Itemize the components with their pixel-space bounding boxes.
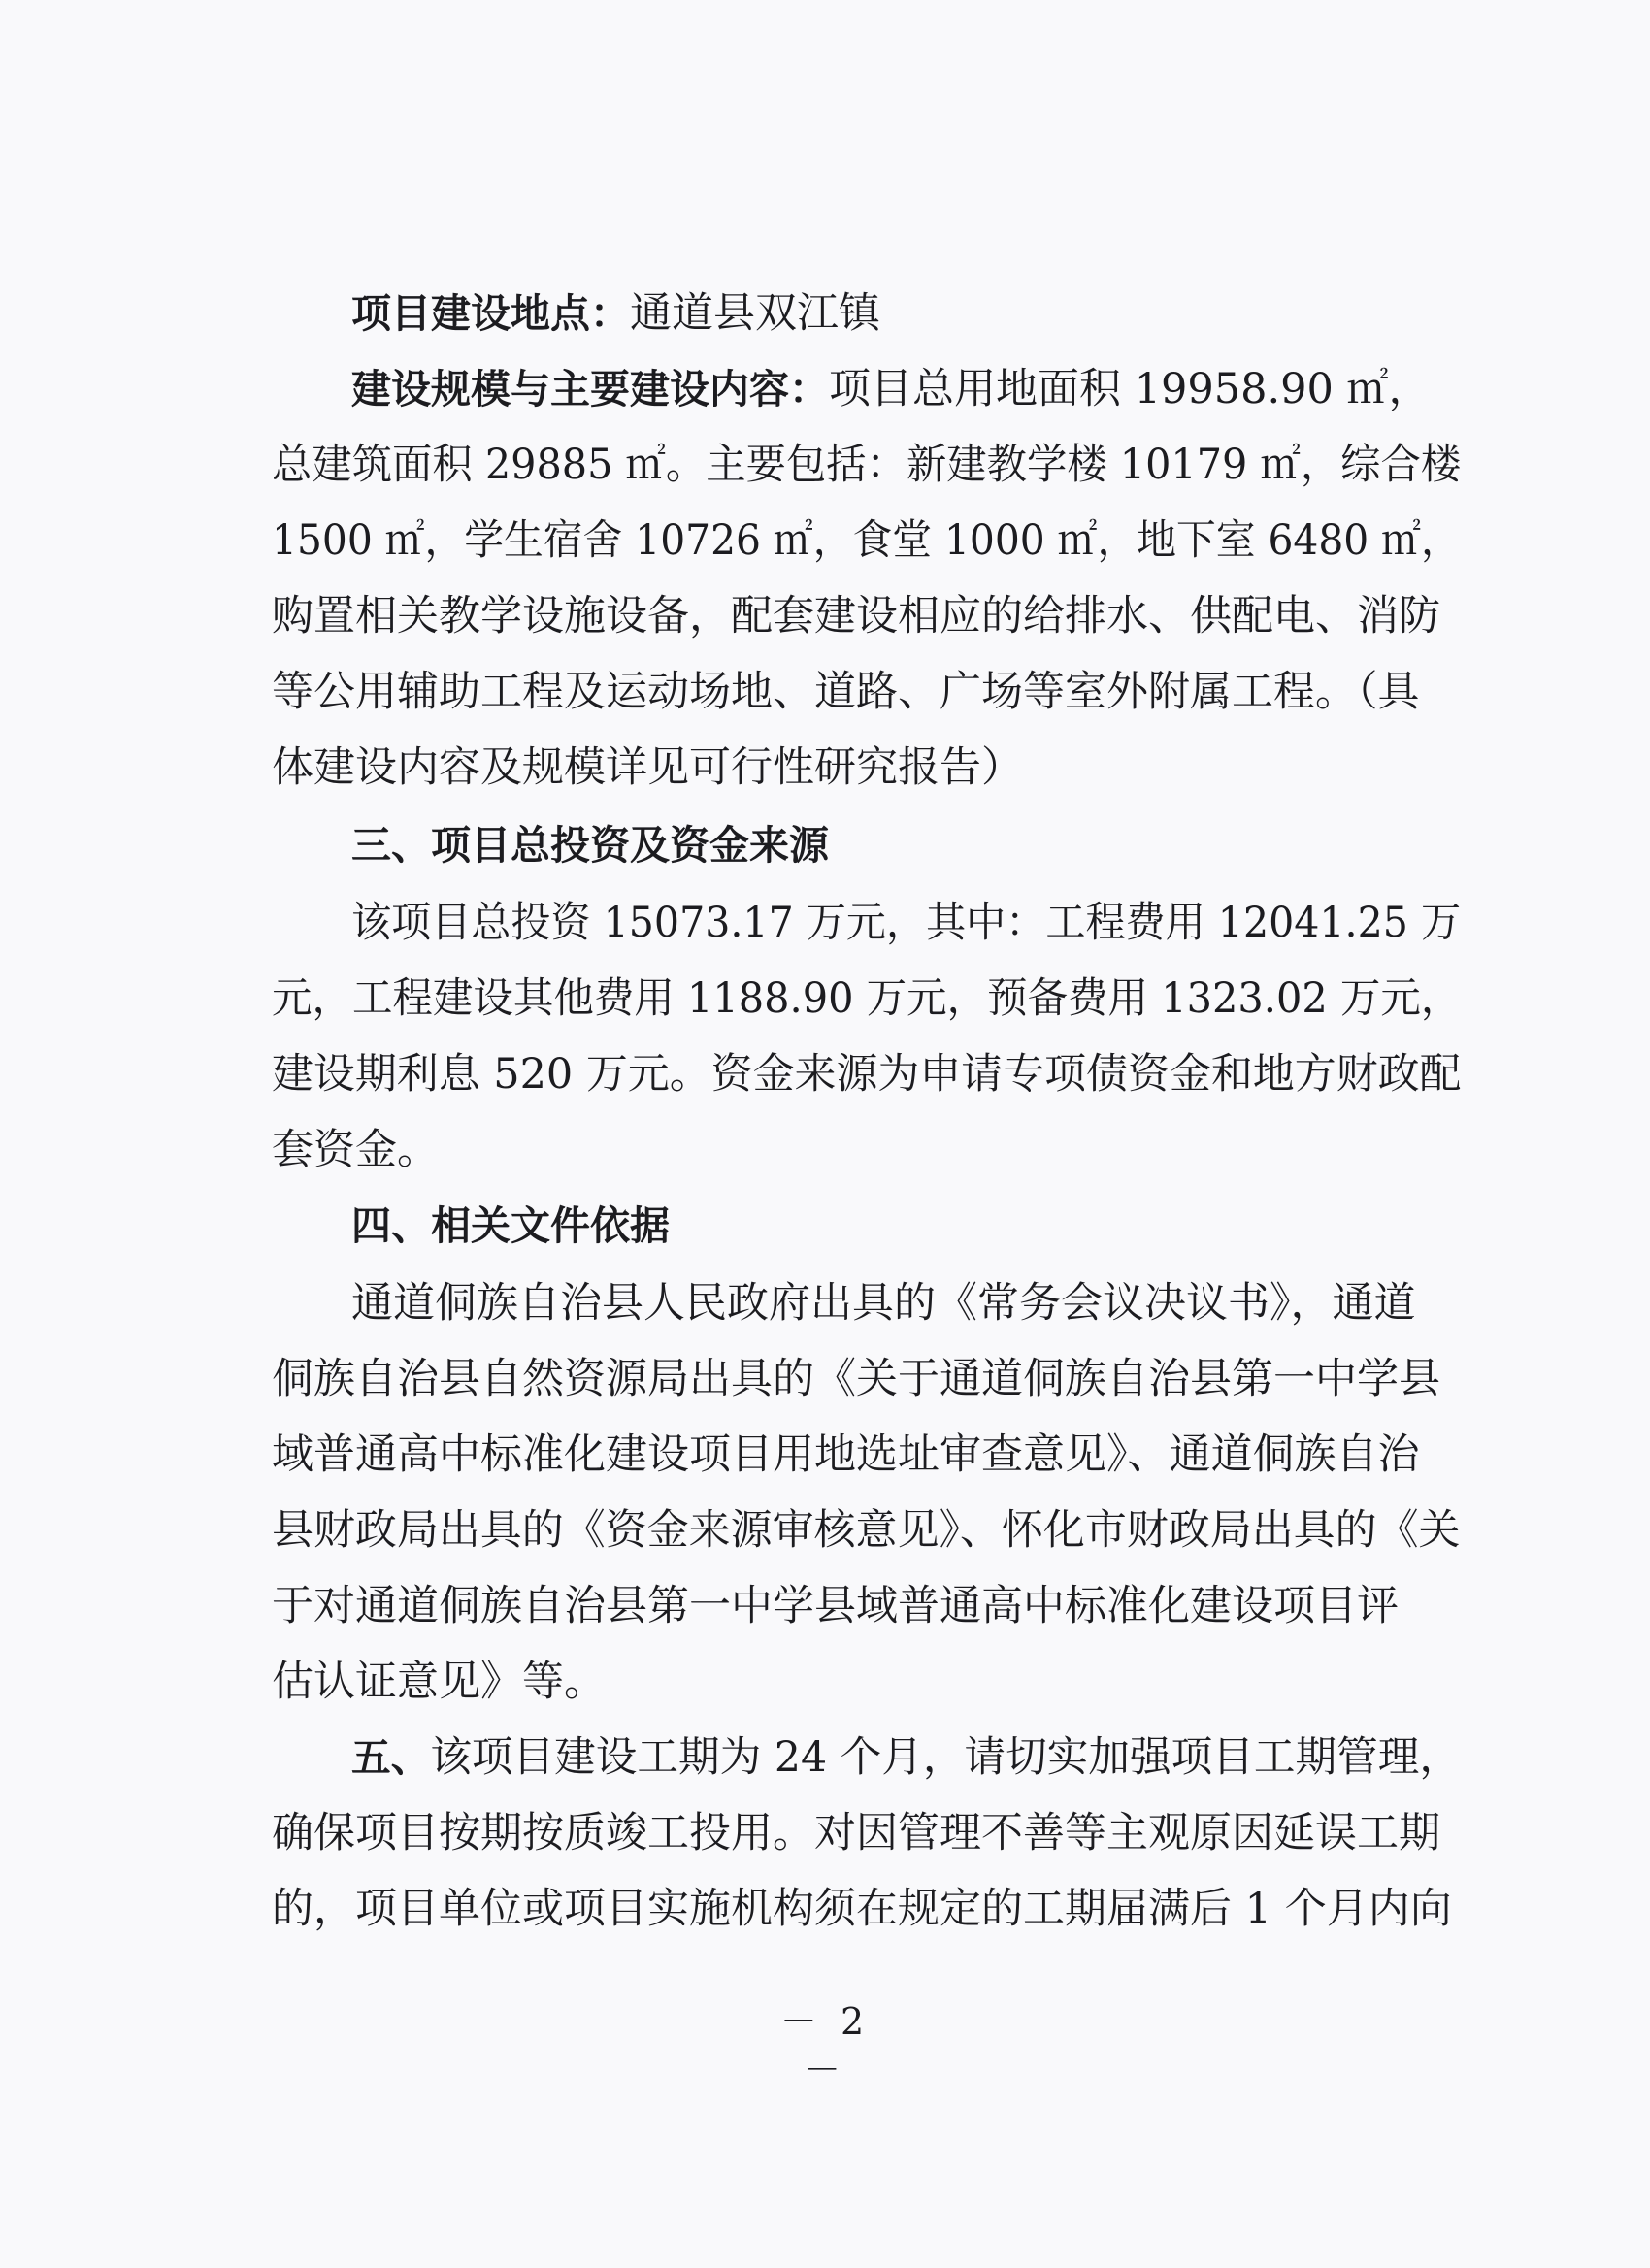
section3-heading: 三、项目总投资及资金来源 [351,822,829,869]
section3-line-4: 套资金。 [272,1126,439,1174]
section3-line-2: 元，工程建设其他费用 1188.90 万元，预备费用 1323.02 万元， [272,974,1462,1023]
location-line [351,283,880,344]
page-number: － 2 － [779,2000,871,2091]
section5-line-2: 确保项目按期按质竣工投用。对因管理不善等主观原因延误工期 [272,1809,1440,1857]
section4-line-6: 估认证意见》等。 [272,1658,606,1706]
section4-line-5: 于对通道侗族自治县第一中学县域普通高中标准化建设项目评 [272,1582,1399,1630]
section3-line-3: 建设期利息 520 万元。资金来源为申请专项债资金和地方财政配 [272,1050,1462,1099]
location-label: 项目建设地点： [351,290,630,337]
section4-heading: 四、相关文件依据 [351,1202,670,1249]
scale-line-6: 体建设内容及规模详见可行性研究报告） [272,743,1023,792]
scale-line-5: 等公用辅助工程及运动场地、道路、广场等室外附属工程。（具 [272,668,1420,716]
scale-line-3: 1500 ㎡，学生宿舍 10726 ㎡，食堂 1000 ㎡，地下室 6480 ㎡， [272,516,1461,565]
scale-line-4: 购置相关教学设施设备，配套建设相应的给排水、供配电、消防 [272,592,1440,641]
section5-line-3: 的，项目单位或项目实施机构须在规定的工期届满后 1 个月内向 [272,1885,1452,1933]
scale-line-1 [351,359,1431,419]
location-value: 通道县双江镇 [630,289,880,338]
section4-line-3: 域普通高中标准化建设项目用地选址审查意见》、通道侗族自治 [272,1430,1420,1479]
scale-line-1-text: 项目总用地面积 19958.90 ㎡， [829,365,1431,413]
section4-line-2: 侗族自治县自然资源局出具的《关于通道侗族自治县第一中学县 [272,1355,1440,1403]
section5-line-1-text: 该项目建设工期为 24 个月，请切实加强项目工期管理， [430,1733,1462,1782]
section5-line-1 [351,1727,1461,1788]
section4-line-4: 县财政局出具的《资金来源审核意见》、怀化市财政局出具的《关 [272,1506,1461,1555]
scale-line-2: 总建筑面积 29885 ㎡。主要包括：新建教学楼 10179 ㎡，综合楼 [272,441,1462,489]
section4-line-1: 通道侗族自治县人民政府出具的《常务会议决议书》，通道 [351,1279,1416,1328]
section5-label: 五、 [351,1734,431,1781]
section3-line-1: 该项目总投资 15073.17 万元，其中：工程费用 12041.25 万 [351,899,1462,947]
scale-label: 建设规模与主要建设内容： [351,366,829,412]
